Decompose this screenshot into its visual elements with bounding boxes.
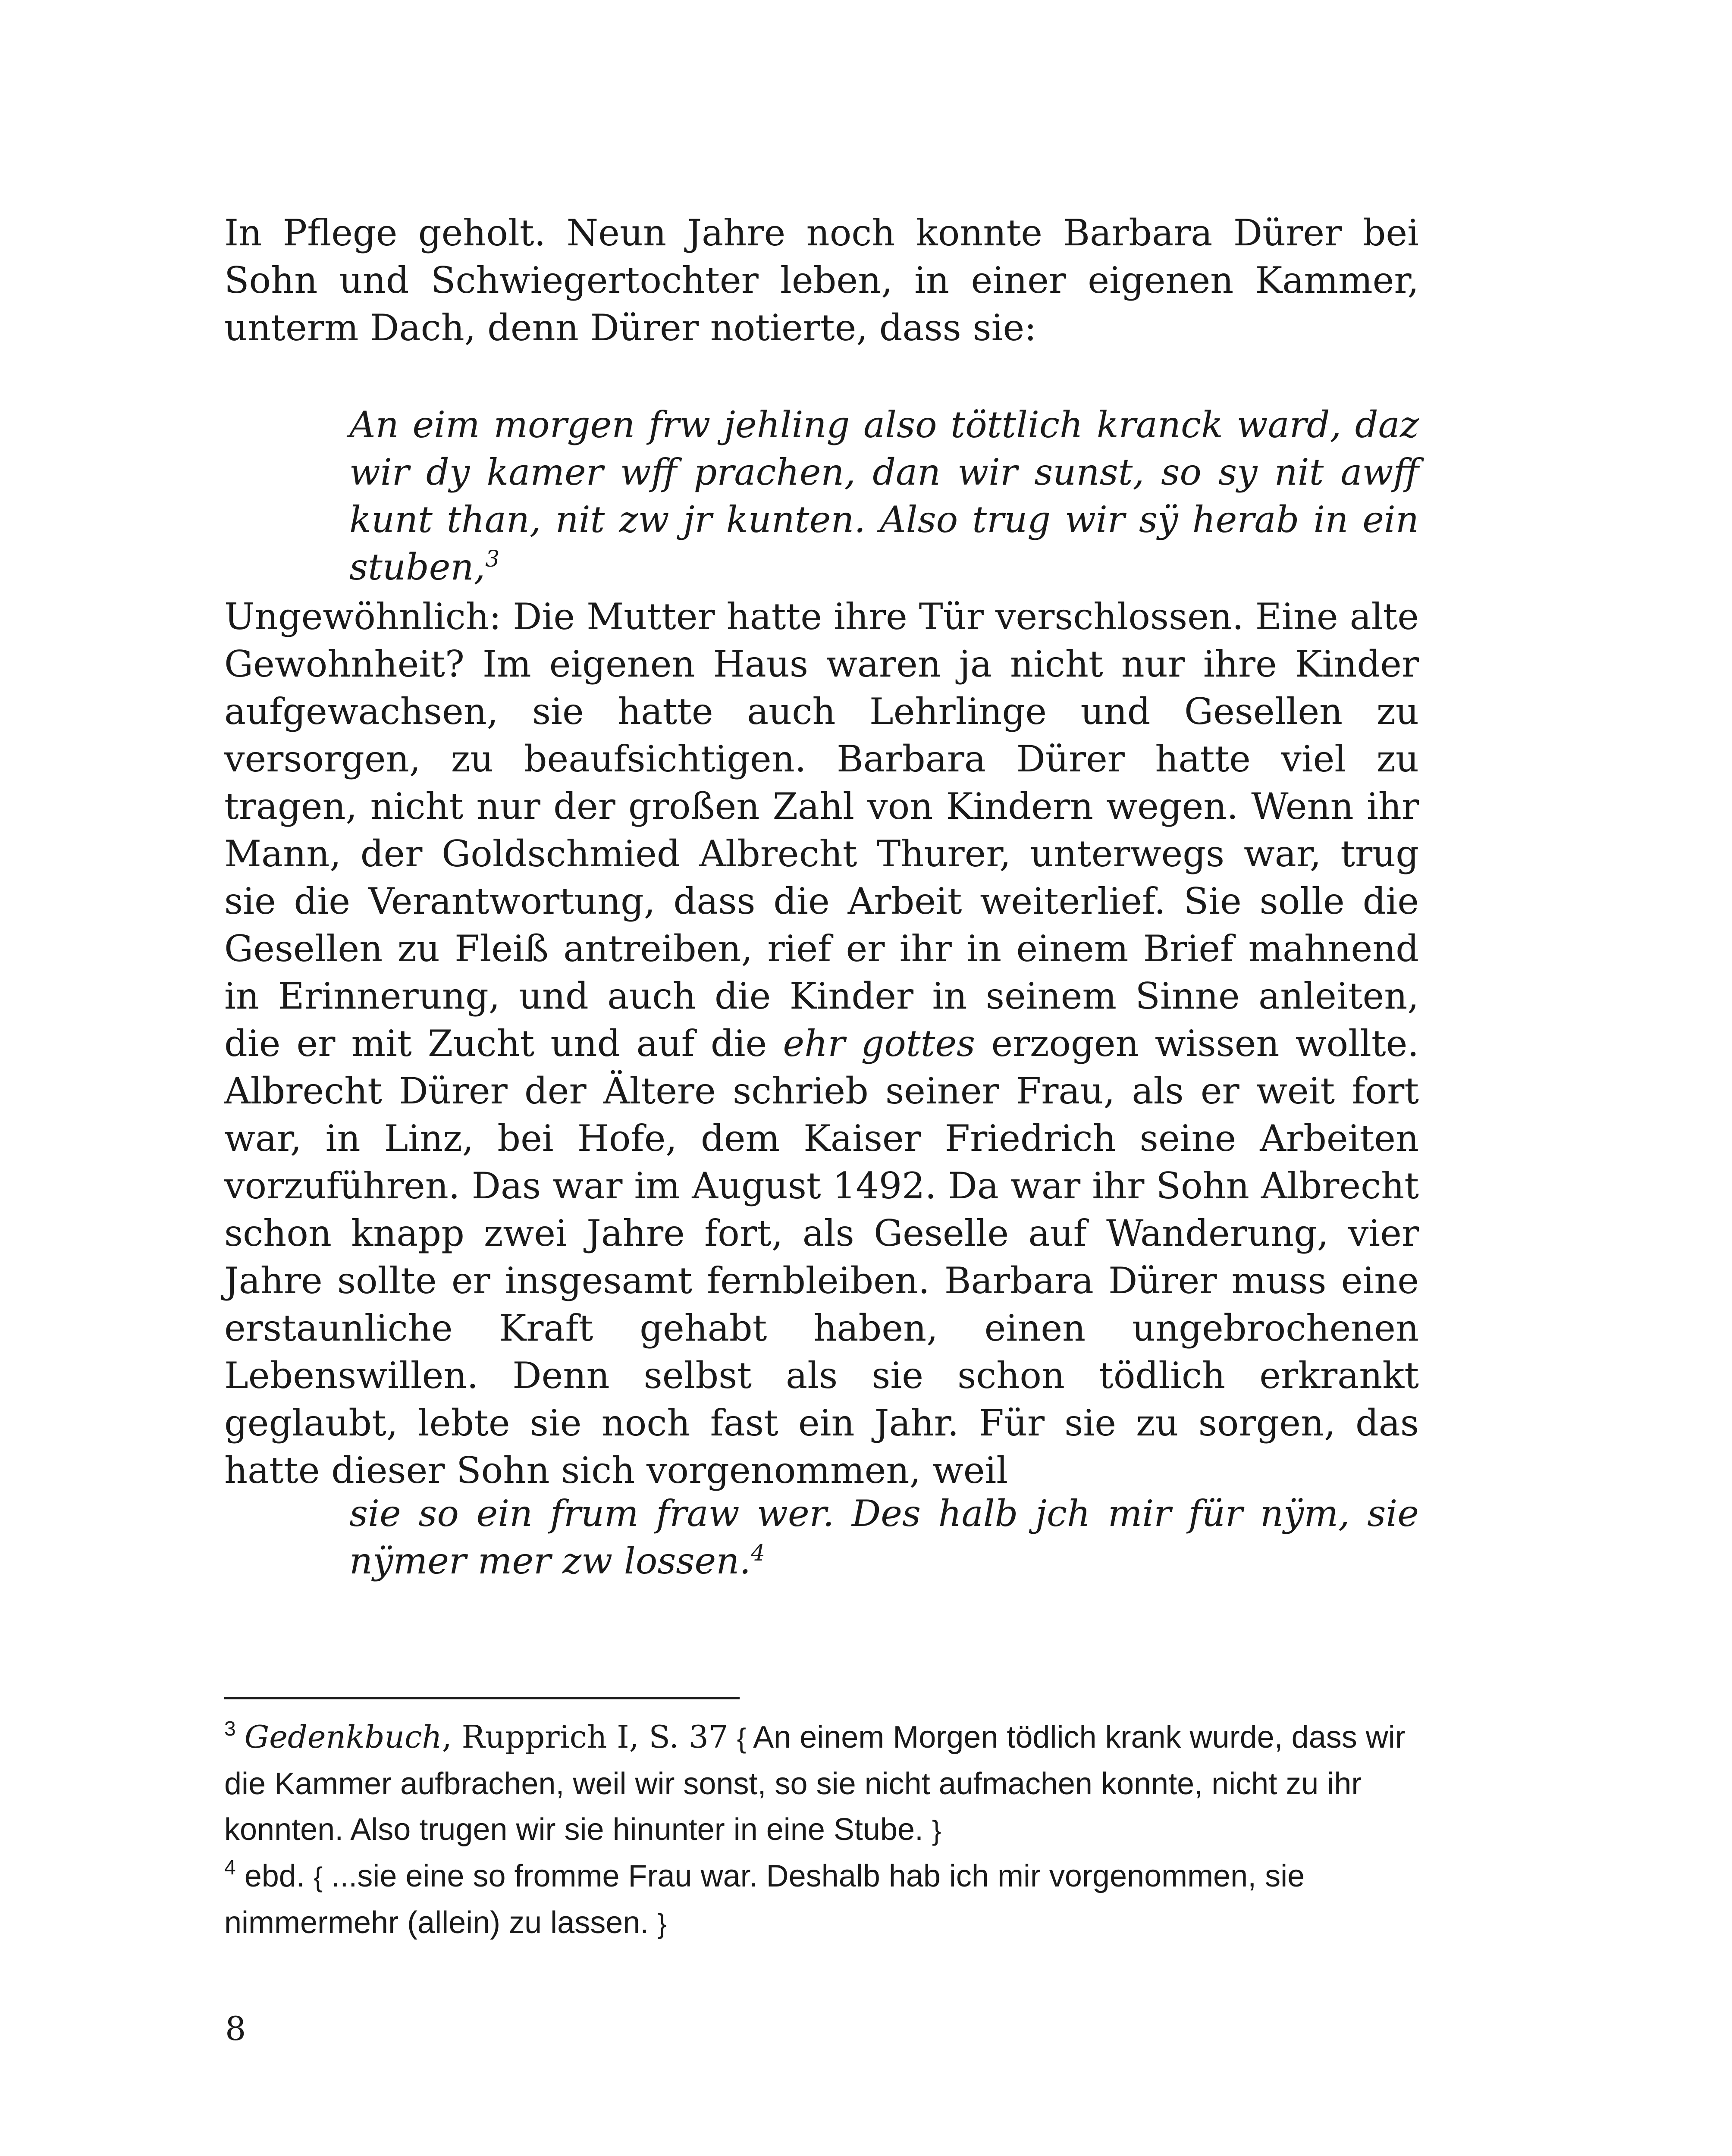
paragraph-1	[224, 209, 1419, 351]
page-number: 8	[225, 2009, 246, 2048]
footnote-4-open-bracket: {	[313, 1861, 323, 1893]
footnote-3-open-bracket: {	[737, 1723, 747, 1754]
footnote-3	[224, 1714, 1428, 1853]
footnotes	[224, 1714, 1428, 1946]
block-quote-2	[349, 1490, 1419, 1585]
footnote-3-source-title: Gedenkbuch	[244, 1719, 442, 1755]
footnote-reference-4[interactable]: 4	[751, 1540, 766, 1566]
block-quote-1	[349, 401, 1419, 591]
paragraph-2-text-end: erzogen wissen wollte. Albrecht Dürer der Ältere schrieb seiner Frau, als er weit fort war, in Linz, bei Hofe, dem Kaiser Friedrich seine Arbeiten vorzuführen. Das war im August 1492. Da war ihr Sohn Albrecht schon knapp zwei Jahre fort, als Geselle auf Wanderung, vier Jahre sollte er insgesamt fernbleiben. Barbara Dürer muss eine erstaunliche Kraft gehabt haben, einen ungebrochenen Lebenswillen. Denn selbst als sie schon tödlich erkrankt geglaubt, lebte sie noch fast ein Jahr. Für sie zu sorgen, das hatte dieser Sohn sich vorgenommen, weil	[224, 1022, 1419, 1492]
footnote-3-close-bracket: }	[932, 1815, 941, 1846]
paragraph-2-italic-phrase: ehr gottes	[783, 1022, 976, 1065]
footnote-4-number: 4	[224, 1856, 236, 1879]
footnote-4	[224, 1853, 1428, 1946]
footnote-4-close-bracket: }	[657, 1908, 667, 1939]
footnote-3-source	[245, 1719, 728, 1755]
footnote-3-source-rest: , Rupprich I, S. 37	[442, 1719, 728, 1755]
paragraph-1-text: In Pflege geholt. Neun Jahre noch konnte Barbara Dürer bei Sohn und Schwiegertochter leben, in einer eigenen Kammer, unterm Dach, denn Dürer notierte, dass sie:	[224, 212, 1419, 349]
footnote-separator	[224, 1697, 740, 1699]
footnote-3-number: 3	[224, 1717, 236, 1740]
footnote-4-text: ...sie eine so fromme Frau war. Deshalb hab ich mir vorgenommen, sie nimmermehr (allein) zu lassen.	[224, 1859, 1305, 1940]
paragraph-2	[224, 593, 1419, 1494]
footnote-4-source: ebd.	[244, 1859, 305, 1893]
block-quote-1-text: An eim morgen frw jehling also töttlich kranck ward, daz wir dy kamer wff prachen, dan wir sunst, so sy nit awff kunt than, nit zw jr kunten. Also trug wir sÿ herab in ein stuben,	[349, 404, 1419, 588]
block-quote-2-text: sie so ein frum fraw wer. Des halb jch mir für nÿm, sie nÿmer mer zw lossen.	[349, 1492, 1419, 1582]
paragraph-2-text-start: Ungewöhnlich: Die Mutter hatte ihre Tür verschlossen. Eine alte Gewohnheit? Im eigenen Haus waren ja nicht nur ihre Kinder aufgewachsen, sie hatte auch Lehrlinge und Gesellen zu versorgen, zu beaufsichtigen. Barbara Dürer hatte viel zu tragen, nicht nur der großen Zahl von Kindern wegen. Wenn ihr Mann, der Goldschmied Albrecht Thurer, unterwegs war, trug sie die Verantwortung, dass die Arbeit weiterlief. Sie solle die Gesellen zu Fleiß antreiben, rief er ihr in einem Brief mahnend in Erinnerung, und auch die Kinder in seinem Sinne anleiten, die er mit Zucht und auf die	[224, 595, 1419, 1065]
footnote-3-text: An einem Morgen tödlich krank wurde, dass wir die Kammer aufbrachen, weil wir sonst, so sie nicht aufmachen konnte, nicht zu ihr konnten. Also trugen wir sie hinunter in eine Stube.	[224, 1720, 1406, 1847]
footnote-reference-3[interactable]: 3	[485, 546, 500, 572]
